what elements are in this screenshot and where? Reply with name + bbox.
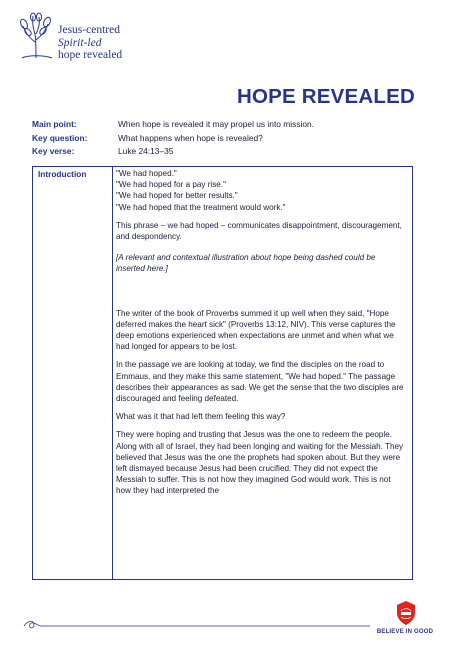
meta-value: What happens when hope is revealed? <box>118 132 263 143</box>
paragraph: What was it that had left them feeling this way? <box>116 412 286 422</box>
section-content <box>116 168 406 504</box>
paragraph: This phrase – we had hoped – communicates disappointment, discouragement, and despondency. <box>116 220 402 242</box>
paragraph: In the passage we are looking at today, we find the disciples on the road to Emmaus, and they make this same statement, "We had hoped." The passage describes their appearances as sad. We get the sense that the two disciples are discouraged and feeling defeated. <box>116 360 404 404</box>
meta-row-key-question <box>32 132 314 146</box>
meta-label: Main point: <box>32 119 77 129</box>
quote-line: "We had hoped for better results." <box>116 191 238 201</box>
tree-icon <box>18 12 54 62</box>
tagline-line-1: Jesus-centred <box>58 24 120 36</box>
section-label: Introduction <box>38 169 87 179</box>
tagline-line-3: hope revealed <box>58 49 123 61</box>
brand-tagline <box>58 24 122 62</box>
meta-row-key-verse <box>32 145 314 159</box>
paragraph: They were hoping and trusting that Jesus was the one to redeem the people. Along with all of Israel, they had been longing and waiting for the Messiah. They believed that Jesus was the one the prophets had spoken about. But they were left dismayed because Jesus had been crucified. They did not expect the Messiah to suffer. This is not how they imagined God would work. This is not how they had interpreted the <box>116 430 404 496</box>
section-label-cell <box>33 167 113 579</box>
brand-logo <box>18 12 158 64</box>
paragraph: The writer of the book of Proverbs summed it up well when they said, "Hope deferred makes the heart sick" (Proverbs 13:12, NIV). This verse captures the deep emotions experienced when expectations are unmet and when what we had longed for appears to be lost. <box>116 308 396 352</box>
quote-line: "We had hoped for a pay rise." <box>116 180 226 190</box>
introduction-section <box>32 166 413 580</box>
illustration-note: [A relevant and contextual illustration about hope being dashed could be inserted here.] <box>116 253 376 274</box>
meta-label: Key question: <box>32 132 88 143</box>
meta-value: When hope is revealed it may propel us into mission. <box>118 119 314 129</box>
meta-label: Key verse: <box>32 146 75 156</box>
quote-line: "We had hoped." <box>116 169 177 178</box>
footer-divider <box>22 618 372 632</box>
page-title: HOPE REVEALED <box>236 85 415 108</box>
meta-row-main-point <box>32 118 314 132</box>
quote-line: "We had hoped that the treatment would work." <box>116 202 286 212</box>
shield-icon <box>395 600 417 626</box>
tagline-line-2: Spirit-led <box>58 36 102 49</box>
footer-slogan: BELIEVE IN GOOD <box>376 629 434 635</box>
sermon-meta <box>32 118 314 159</box>
meta-value: Luke 24:13–35 <box>118 146 174 156</box>
